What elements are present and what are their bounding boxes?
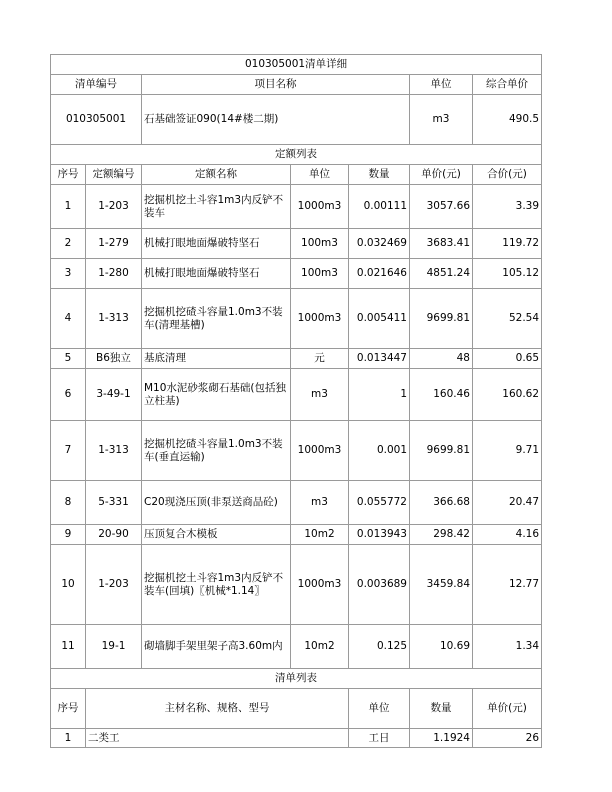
- quota-price: 10.69: [410, 625, 473, 669]
- list-code: 010305001: [51, 95, 142, 145]
- quota-total: 3.39: [473, 185, 542, 229]
- quota-code: 1-280: [86, 259, 142, 289]
- quota-total: 119.72: [473, 229, 542, 259]
- quota-code: 1-279: [86, 229, 142, 259]
- list-unit-header: 单位: [410, 75, 473, 95]
- quota-seq: 10: [51, 545, 86, 625]
- quota-total: 52.54: [473, 289, 542, 349]
- quota-qty: 0.013447: [349, 349, 410, 369]
- quota-section-title: 定额列表: [51, 145, 542, 165]
- quota-row: [51, 259, 542, 289]
- quota-name: M10水泥砂浆砌石基础(包括独立柱基): [142, 369, 291, 421]
- quota-qty-header: 数量: [349, 165, 410, 185]
- quota-total: 0.65: [473, 349, 542, 369]
- quota-unit: m3: [291, 369, 349, 421]
- quota-seq: 1: [51, 185, 86, 229]
- quota-price-header: 单价(元): [410, 165, 473, 185]
- quota-code: 1-313: [86, 421, 142, 481]
- list-code-header: 清单编号: [51, 75, 142, 95]
- material-seq-header: 序号: [51, 689, 86, 729]
- quota-qty: 0.001: [349, 421, 410, 481]
- quota-price: 4851.24: [410, 259, 473, 289]
- quota-name: 挖掘机挖土斗容1m3内反铲不装车(回填)〖机械*1.14〗: [142, 545, 291, 625]
- quota-unit: 1000m3: [291, 289, 349, 349]
- quota-total: 9.71: [473, 421, 542, 481]
- quota-code: 1-203: [86, 185, 142, 229]
- quota-qty: 0.003689: [349, 545, 410, 625]
- quota-row: [51, 625, 542, 669]
- material-qty: 1.1924: [410, 729, 473, 748]
- quota-qty: 0.021646: [349, 259, 410, 289]
- quota-qty: 0.032469: [349, 229, 410, 259]
- material-row: [51, 729, 542, 748]
- quota-qty: 0.055772: [349, 481, 410, 525]
- quota-price: 366.68: [410, 481, 473, 525]
- quota-row: [51, 289, 542, 349]
- quota-row: [51, 421, 542, 481]
- quota-seq: 4: [51, 289, 86, 349]
- list-price: 490.5: [473, 95, 542, 145]
- quota-price: 9699.81: [410, 289, 473, 349]
- quota-row: [51, 481, 542, 525]
- quota-unit: 100m3: [291, 229, 349, 259]
- quota-code: 5-331: [86, 481, 142, 525]
- material-unit: 工日: [349, 729, 410, 748]
- quota-unit: 1000m3: [291, 421, 349, 481]
- quota-seq: 6: [51, 369, 86, 421]
- quota-unit: 元: [291, 349, 349, 369]
- quota-unit: 10m2: [291, 525, 349, 545]
- quota-name: 挖掘机挖碴斗容量1.0m3不装车(清理基槽): [142, 289, 291, 349]
- quota-price: 3057.66: [410, 185, 473, 229]
- page-title: 010305001清单详细: [51, 55, 542, 75]
- quota-price: 3459.84: [410, 545, 473, 625]
- quota-code: 3-49-1: [86, 369, 142, 421]
- quota-name: 机械打眼地面爆破特坚石: [142, 259, 291, 289]
- quota-total: 20.47: [473, 481, 542, 525]
- list-name: 石基础签证090(14#楼二期): [142, 95, 410, 145]
- quota-name: 基底清理: [142, 349, 291, 369]
- list-price-header: 综合单价: [473, 75, 542, 95]
- quota-row: [51, 545, 542, 625]
- quota-qty: 0.125: [349, 625, 410, 669]
- quota-seq: 5: [51, 349, 86, 369]
- quota-code: 20-90: [86, 525, 142, 545]
- quota-name: 挖掘机挖碴斗容量1.0m3不装车(垂直运输): [142, 421, 291, 481]
- quota-price: 160.46: [410, 369, 473, 421]
- material-name: 二类工: [86, 729, 349, 748]
- quota-unit: m3: [291, 481, 349, 525]
- quota-total: 1.34: [473, 625, 542, 669]
- quota-qty: 0.00111: [349, 185, 410, 229]
- quota-unit: 100m3: [291, 259, 349, 289]
- quota-seq-header: 序号: [51, 165, 86, 185]
- quota-unit: 1000m3: [291, 545, 349, 625]
- quota-name: 挖掘机挖土斗容1m3内反铲不装车: [142, 185, 291, 229]
- material-section-title: 清单列表: [51, 669, 542, 689]
- quota-seq: 7: [51, 421, 86, 481]
- quota-code: 19-1: [86, 625, 142, 669]
- quota-qty: 0.005411: [349, 289, 410, 349]
- quota-price: 3683.41: [410, 229, 473, 259]
- quota-seq: 11: [51, 625, 86, 669]
- quota-price: 298.42: [410, 525, 473, 545]
- quota-code: 1-203: [86, 545, 142, 625]
- quota-seq: 8: [51, 481, 86, 525]
- quota-price: 48: [410, 349, 473, 369]
- quota-row: [51, 185, 542, 229]
- quota-row: [51, 349, 542, 369]
- quota-total: 12.77: [473, 545, 542, 625]
- quota-qty: 0.013943: [349, 525, 410, 545]
- quota-row: [51, 229, 542, 259]
- quota-unit-header: 单位: [291, 165, 349, 185]
- bill-detail-table: [50, 54, 542, 748]
- quota-name: 砌墙脚手架里架子高3.60m内: [142, 625, 291, 669]
- quota-name: C20现浇压顶(非泵送商品砼): [142, 481, 291, 525]
- quota-seq: 3: [51, 259, 86, 289]
- quota-name: 压顶复合木模板: [142, 525, 291, 545]
- quota-seq: 9: [51, 525, 86, 545]
- material-name-header: 主材名称、规格、型号: [86, 689, 349, 729]
- quota-row: [51, 369, 542, 421]
- quota-seq: 2: [51, 229, 86, 259]
- quota-name: 机械打眼地面爆破特坚石: [142, 229, 291, 259]
- material-price: 26: [473, 729, 542, 748]
- quota-unit: 1000m3: [291, 185, 349, 229]
- quota-row: [51, 525, 542, 545]
- quota-unit: 10m2: [291, 625, 349, 669]
- quota-total: 4.16: [473, 525, 542, 545]
- list-name-header: 项目名称: [142, 75, 410, 95]
- material-price-header: 单价(元): [473, 689, 542, 729]
- quota-total: 105.12: [473, 259, 542, 289]
- material-unit-header: 单位: [349, 689, 410, 729]
- material-seq: 1: [51, 729, 86, 748]
- quota-name-header: 定额名称: [142, 165, 291, 185]
- quota-total-header: 合价(元): [473, 165, 542, 185]
- material-qty-header: 数量: [410, 689, 473, 729]
- quota-code: 1-313: [86, 289, 142, 349]
- quota-total: 160.62: [473, 369, 542, 421]
- quota-price: 9699.81: [410, 421, 473, 481]
- quota-code: B6独立: [86, 349, 142, 369]
- quota-code-header: 定额编号: [86, 165, 142, 185]
- list-unit: m3: [410, 95, 473, 145]
- quota-qty: 1: [349, 369, 410, 421]
